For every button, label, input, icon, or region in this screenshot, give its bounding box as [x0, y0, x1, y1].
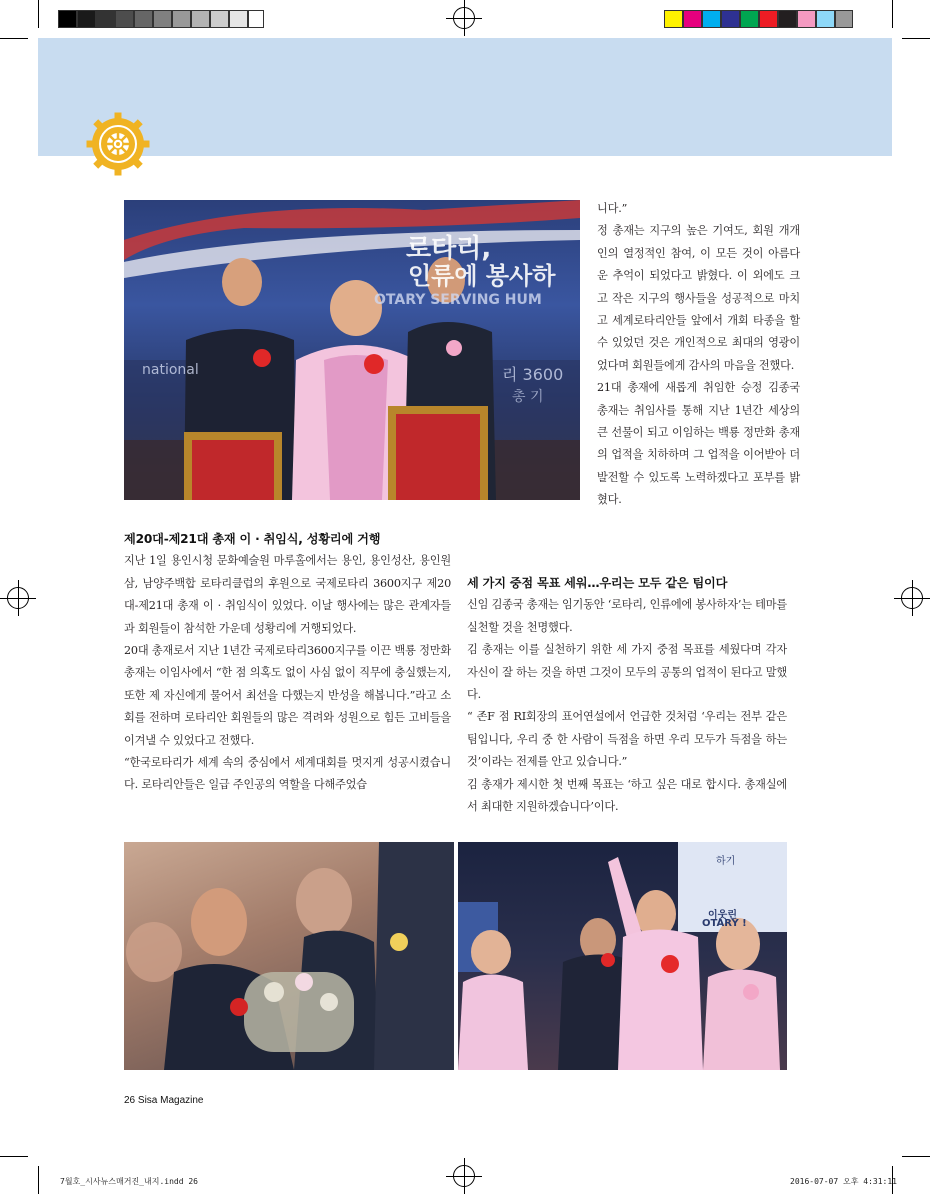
banner-text-2: 인류에 봉사하 [408, 262, 556, 290]
sign-text-3: OTARY ! [702, 918, 747, 929]
rotary-logo-icon [86, 112, 150, 176]
registration-mark-left [7, 587, 29, 609]
paragraph: 21대 총재에 새롭게 취임한 승정 김종국 총재는 취임사를 통해 지난 1년간 세상의 큰 선물이 되고 이임하는 백룡 정만화 총재의 업적을 치하하며 그 업적을 이어받아 더 발전할 수 있도록 노력하겠다고 포부를 밝혔다. [597, 381, 800, 507]
paragraph: 정 총재는 지구의 높은 기여도, 회원 개개인의 열정적인 참여, 이 모든 것이 아름다운 추억이 되었다고 밝혔다. 이 외에도 크고 작은 지구의 행사들을 성공적으로 마치고 세계로타리안들 앞에서 개회 타종을 할 수 있었던 것은 개인적으로 최대의 영광이었다며 회원들에게 감사의 마음을 전했다. [597, 224, 800, 372]
paragraph: 김 총재는 이를 실천하기 위한 세 가지 중점 목표를 세웠다며 각자 자신이 잘 하는 것을 하면 그것이 모두의 공통의 업적이 된다고 말했다. [467, 643, 787, 702]
paragraph: 니다.” [597, 202, 628, 215]
registration-mark-top [453, 7, 475, 29]
text-column-right-bottom [467, 572, 787, 818]
banner-text-3: OTARY SERVING HUM [374, 292, 542, 308]
sign-text-1: 하기 [716, 856, 736, 867]
timestamp-slug: 2016-07-07 오후 4:31:11 [790, 1177, 897, 1186]
photo-bouquet-handover [124, 842, 454, 1070]
text-column-left [124, 528, 451, 797]
paragraph: 김 총재가 제시한 첫 번째 목표는 ‘하고 싶은 대로 합시다. 총재실에서 최대한 지원하겠습니다’이다. [467, 777, 787, 814]
page-folio: 26 Sisa Magazine [124, 1095, 204, 1106]
paragraph: “ 존F 점 RI회장의 표어연설에서 언급한 것처럼 ‘우리는 전부 같은 팀입니다, 우리 중 한 사람이 득점을 하면 우리 모두가 득점을 하는 것’이라는 전제를 안고 있습니다.” [467, 710, 787, 769]
paragraph: 지난 1일 용인시청 문화예술원 마루홀에서는 용인, 용인성산, 용인원삼, 남양주백합 로타리클럽의 후원으로 국제로타리 3600지구 제20대-제21대 총재 이 · 취임식이 있었다. 이날 행사에는 많은 관계자들과 회원들이 참석한 가운데 성황리에 거행되었다. [124, 554, 451, 635]
banner-text-1: 로타리, [406, 234, 492, 264]
registration-mark-right [901, 587, 923, 609]
file-slug: 7월호_시사뉴스매거진_내지.indd 26 [60, 1177, 198, 1186]
banner-text-6: 총 기 [512, 389, 544, 405]
registration-mark-bottom [453, 1165, 475, 1187]
section-heading: 제20대-제21대 총재 이 · 취임식, 성황리에 거행 [124, 532, 381, 546]
header-band [38, 38, 892, 156]
paragraph: 신임 김종국 총재는 임기동안 ‘로타리, 인류에에 봉사하자’는 테마를 실천할 것을 천명했다. [467, 598, 787, 634]
paragraph: “한국로타리가 세계 속의 중심에서 세계대회를 멋지게 성공시켰습니다. 로타리안들은 일급 주인공의 역할을 다해주었습 [124, 756, 451, 792]
section-heading: 세 가지 중점 목표 세워…우리는 모두 같은 팀이다 [467, 576, 728, 590]
photo-waving-celebration [458, 842, 787, 1070]
banner-text-4: national [142, 362, 199, 378]
text-column-right-top [597, 198, 800, 512]
banner-text-5: 리 3600 [502, 365, 564, 384]
sign-text-2: 이웃린 [708, 910, 737, 921]
photo-ceremony-stage [124, 200, 580, 500]
paragraph: 20대 총재로서 지난 1년간 국제로타리3600지구를 이끈 백룡 정만화 총재는 이임사에서 “한 점 의혹도 없이 사심 없이 직무에 충실했는지, 또한 제 자신에게 물어서 최선을 다했는지 반성을 해봅니다.”라고 소회를 전하며 로타리안 회원들의 많은 격려와 성원으로 힘든 고비들을 이겨낼 수 있었다고 전했다. [124, 644, 451, 747]
